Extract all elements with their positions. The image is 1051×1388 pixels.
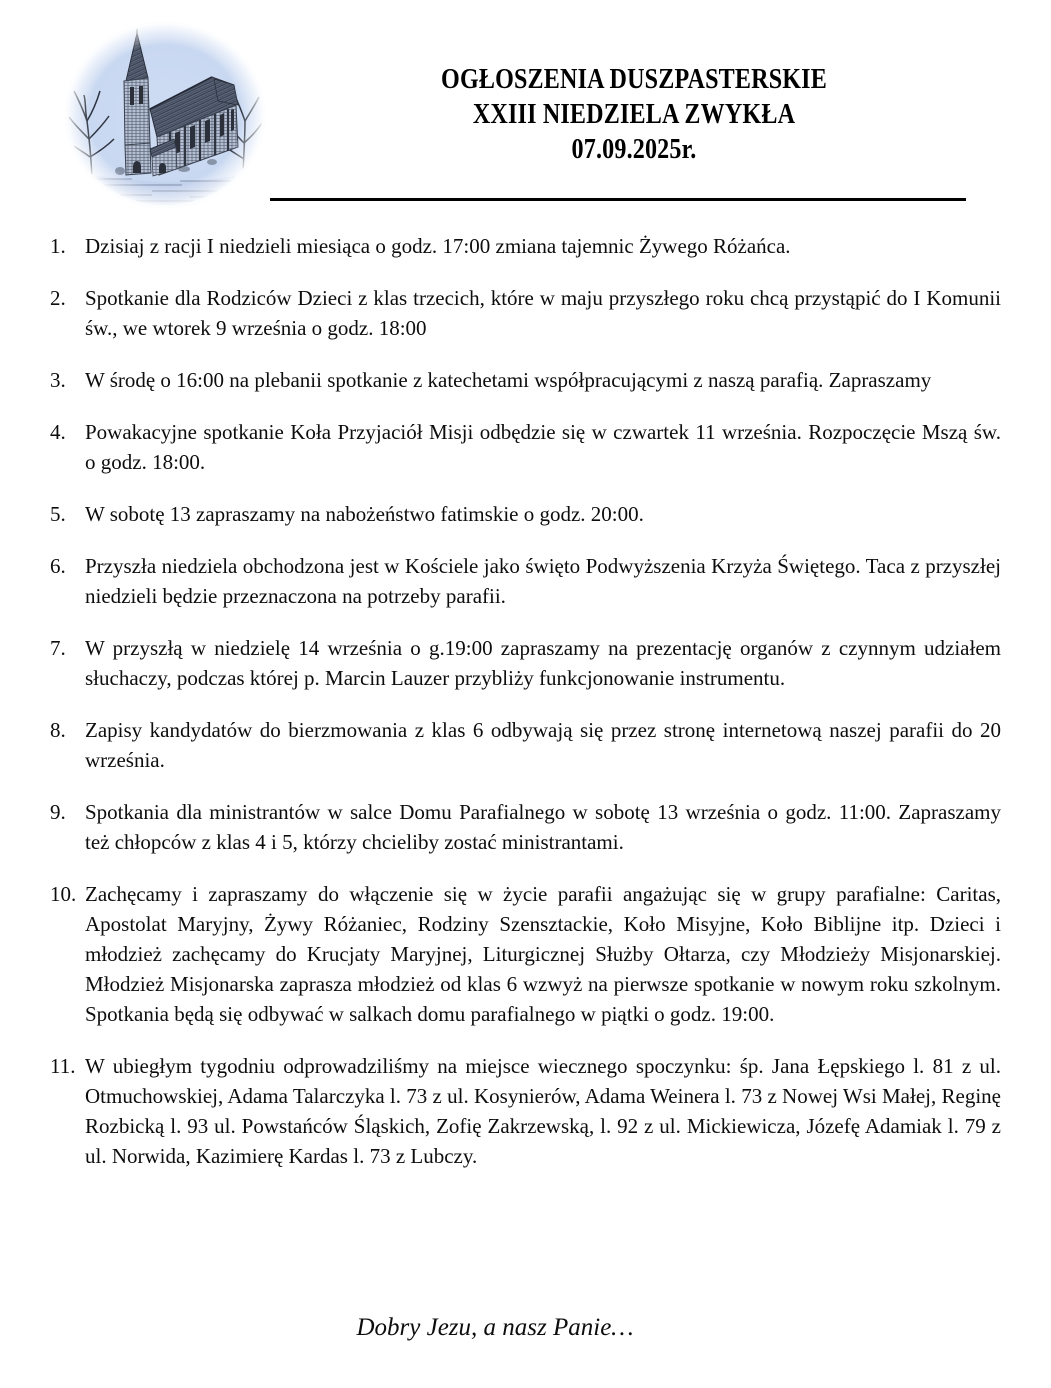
- announcement-text: W sobotę 13 zapraszamy na nabożeństwo fatimskie o godz. 20:00.: [85, 502, 644, 526]
- announcements-list: [50, 231, 1001, 1171]
- announcement-item: [50, 879, 1001, 1029]
- announcement-text: W przyszłą w niedzielę 14 września o g.19:00 zapraszamy na prezentację organów z czynnym udziałem słuchaczy, podczas której p. Marcin Lauzer przybliży funkcjonowanie instrumentu.: [85, 636, 1001, 690]
- announcement-number: 1.: [50, 234, 66, 258]
- announcement-text: W środę o 16:00 na plebanii spotkanie z katechetami współpracującymi z naszą parafią. Zapraszamy: [85, 368, 932, 392]
- date-line: 07.09.2025r.: [571, 134, 697, 165]
- announcement-number: 5.: [50, 502, 66, 526]
- announcement-number: 3.: [50, 368, 66, 392]
- announcement-number: 11.: [50, 1054, 76, 1078]
- announcement-item: [50, 365, 1001, 395]
- announcement-item: [50, 283, 1001, 343]
- announcement-text: W ubiegłym tygodniu odprowadziliśmy na miejsce wiecznego spoczynku: śp. Jana Łępskiego l. 81 z ul. Otmuchowskiej, Adama Talarczyka l. 73 z ul. Kosynierów, Adama Weinera l. 73 z Nowej Wsi Małej, Reginę Rozbicką l. 93 ul. Powstańców Śląskich, Zofię Zakrzewską, l. 92 z ul. Mickiewicza, Józefę Adamiak l. 79 z ul. Norwida, Kazimierę Kardas l. 73 z Lubczy.: [85, 1054, 1001, 1168]
- announcement-text: Dzisiaj z racji I niedzieli miesiąca o godz. 17:00 zmiana tajemnic Żywego Różańca.: [85, 234, 791, 258]
- announcement-number: 7.: [50, 636, 66, 660]
- church-etching-icon: [62, 20, 268, 212]
- announcement-text: Powakacyjne spotkanie Koła Przyjaciół Misji odbędzie się w czwartek 11 września. Rozpoczęcie Mszą św. o godz. 18:00.: [85, 420, 1001, 474]
- sunday-title: XXIII NIEDZIELA ZWYKŁA: [472, 99, 796, 130]
- announcement-number: 10.: [50, 882, 77, 906]
- announcement-number: 8.: [50, 718, 66, 742]
- announcement-number: 9.: [50, 800, 66, 824]
- announcement-item: [50, 417, 1001, 477]
- announcement-number: 6.: [50, 554, 66, 578]
- announcement-text: Zapisy kandydatów do bierzmowania z klas 6 odbywają się przez stronę internetową naszej parafii do 20 września.: [85, 718, 1001, 772]
- announcement-text: Zachęcamy i zapraszamy do włączenie się w życie parafii angażując się w grupy parafialne: Caritas, Apostolat Maryjny, Żywy Różaniec, Rodziny Szensztackie, Koło Misyjne, Koło Biblijne itp. Dzieci i młodzież zachęcamy do Krucjaty Maryjnej, Liturgicznej Służby Ołtarza, czy Młodzieży Misjonarskiej. Młodzież Misjonarska zaprasza młodzież od klas 6 wzwyż na pierwsze spotkanie w nowym roku szkolnym. Spotkania będą się odbywać w salkach domu parafialnego w piątki o godz. 19:00.: [85, 882, 1001, 1026]
- announcement-item: [50, 715, 1001, 775]
- announcement-item: [50, 231, 1001, 261]
- announcement-item: [50, 797, 1001, 857]
- header-divider-line: [270, 198, 966, 201]
- announcement-text: Spotkania dla ministrantów w salce Domu Parafialnego w sobotę 13 września o godz. 11:00. Zapraszamy też chłopców z klas 4 i 5, którzy chcieliby zostać ministrantami.: [85, 800, 1001, 854]
- announcement-number: 4.: [50, 420, 66, 444]
- announcement-item: [50, 499, 1001, 529]
- announcement-item: [50, 633, 1001, 693]
- announcement-text: Spotkanie dla Rodziców Dzieci z klas trzecich, które w maju przyszłego roku chcą przystąpić do I Komunii św., we wtorek 9 września o godz. 18:00: [85, 286, 1001, 340]
- announcement-item: [50, 551, 1001, 611]
- announcement-text: Przyszła niedziela obchodzona jest w Kościele jako święto Podwyższenia Krzyża Świętego. Taca z przyszłej niedzieli będzie przeznaczona na potrzeby parafii.: [85, 554, 1001, 608]
- page-title: OGŁOSZENIA DUSZPASTERSKIE: [441, 64, 827, 95]
- page-header: [268, 62, 1000, 167]
- announcement-item: [50, 1051, 1001, 1171]
- announcement-number: 2.: [50, 286, 66, 310]
- footer-prayer-text: Dobry Jezu, a nasz Panie…: [356, 1314, 634, 1341]
